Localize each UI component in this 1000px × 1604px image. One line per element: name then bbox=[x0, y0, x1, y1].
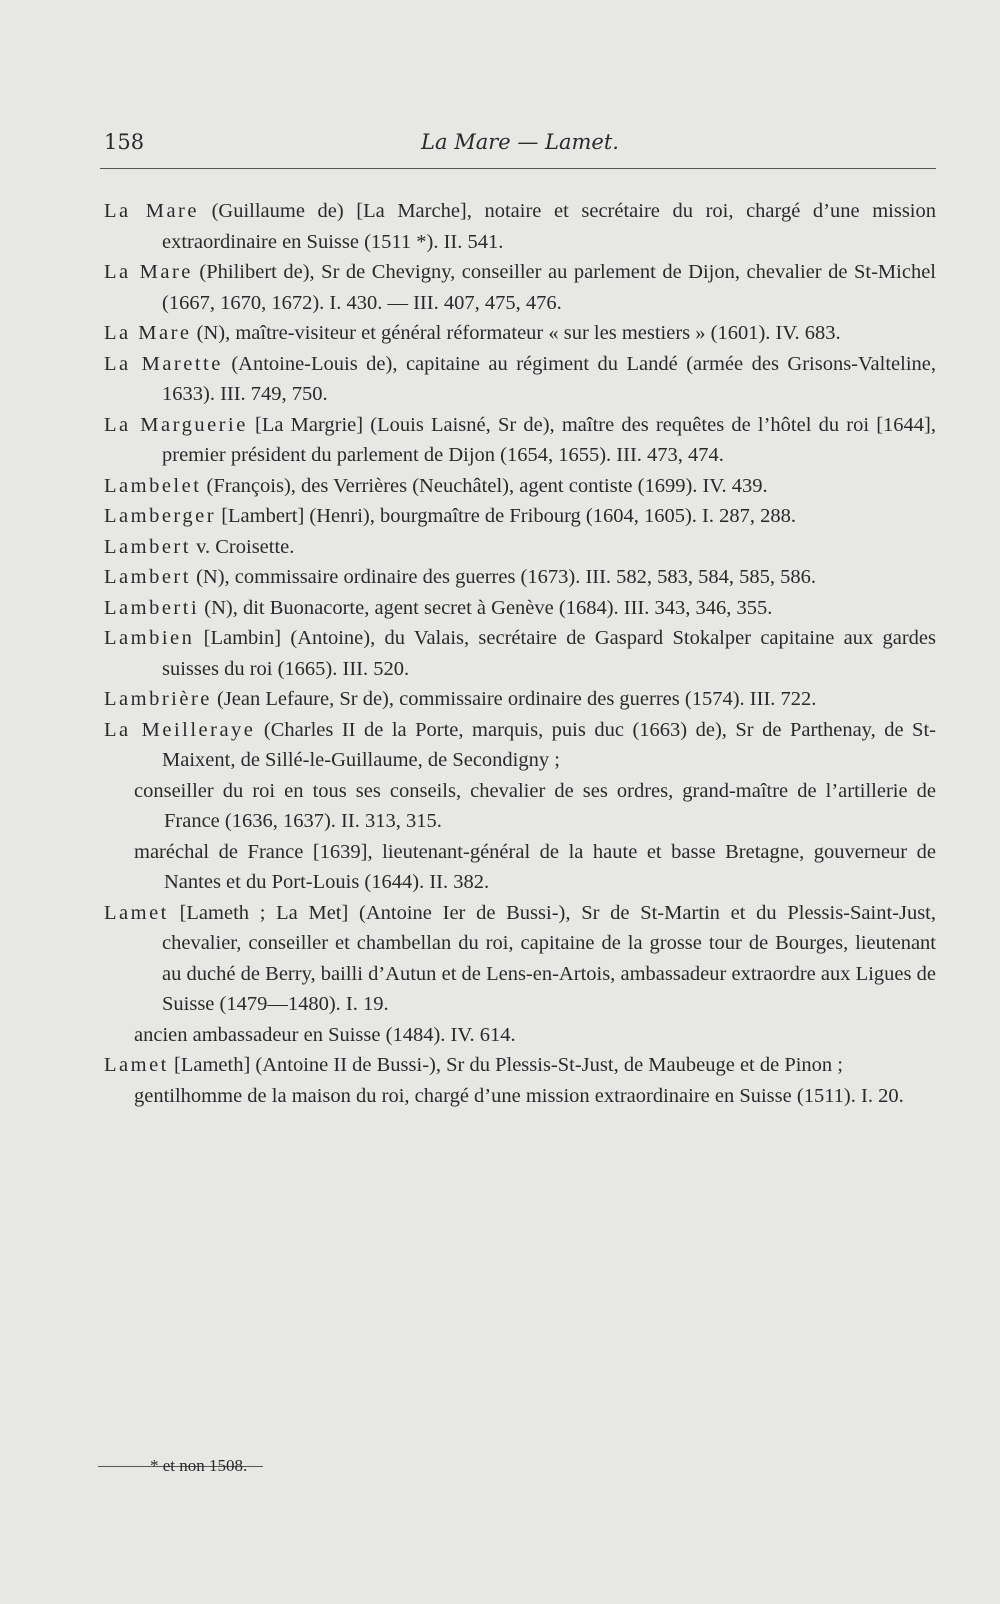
index-entry bbox=[104, 532, 936, 563]
entry-name: La Marguerie bbox=[104, 413, 248, 436]
entry-text: conseiller du roi en tous ses conseils, chevalier de ses ordres, grand-maître de l’artillerie de France (1636, 1637). II. 313, 315. bbox=[134, 779, 936, 832]
entry-text: (N), maître-visiteur et général réformateur « sur les mestiers » (1601). IV. 683. bbox=[191, 322, 841, 344]
index-entry bbox=[104, 196, 936, 257]
running-title: La Mare — Lamet. bbox=[421, 130, 619, 154]
entry-text: ancien ambassadeur en Suisse (1484). IV. 614. bbox=[134, 1023, 516, 1046]
entry-name: Lamet bbox=[104, 1054, 169, 1076]
index-entry bbox=[104, 257, 936, 318]
entry-text: (Antoine-Louis de), capitaine au régiment du Landé (armée des Grisons-Valteline, 1633). III. 749, 750. bbox=[162, 352, 936, 405]
entry-name: La Meilleraye bbox=[104, 718, 256, 741]
entry-text: v. Croisette. bbox=[190, 535, 295, 558]
index-entry bbox=[104, 684, 936, 715]
index-entry bbox=[104, 349, 936, 410]
entry-text: (Philibert de), Sr de Chevigny, conseiller au parlement de Dijon, chevalier de St-Michel (1667, 1670, 1672). I. 430. — III. 407, 475, 476. bbox=[162, 261, 936, 314]
entry-text: (Jean Lefaure, Sr de), commissaire ordinaire des guerres (1574). III. 722. bbox=[211, 688, 817, 710]
index-entry bbox=[104, 471, 936, 502]
page-number: 158 bbox=[104, 130, 145, 154]
entry-text: (Charles II de la Porte, marquis, puis duc (1663) de), Sr de Parthenay, de St-Maixent, de Sillé-le-Guillaume, de Secondigny ; bbox=[162, 718, 936, 771]
entry-name: Lamet bbox=[104, 901, 169, 924]
entry-text: (Guillaume de) [La Marche], notaire et secrétaire du roi, chargé d’une mission extraordinaire en Suisse (1511 *). II. 541. bbox=[162, 200, 936, 253]
entry-name: La Mare bbox=[104, 322, 192, 344]
index-entry bbox=[104, 898, 936, 1020]
entry-name: Lamberger bbox=[104, 505, 217, 527]
entry-text: (N), commissaire ordinaire des guerres (1673). III. 582, 583, 584, 585, 586. bbox=[190, 566, 817, 588]
entry-name: Lambert bbox=[104, 566, 191, 588]
entry-name: Lambien bbox=[104, 627, 195, 649]
entry-subparagraph bbox=[104, 837, 936, 898]
index-entry bbox=[104, 501, 936, 532]
entry-name: La Marette bbox=[104, 352, 223, 375]
entry-subparagraph bbox=[104, 1020, 936, 1051]
entry-text: [Lameth ; La Met] (Antoine Ier de Bussi-), Sr de St-Martin et du Plessis-Saint-Just, chevalier, conseiller et chambellan du roi, capitaine de la grosse tour de Bourges, lieutenant au duché de Berry, bailli d’Autun et de Lens-en-Artois, ambassadeur extraordre aux Ligues de Suisse (1479—1480). I. 19. bbox=[162, 901, 936, 1015]
index-entry bbox=[104, 562, 936, 593]
entry-text: [Lameth] (Antoine II de Bussi-), Sr du Plessis-St-Just, de Maubeuge et de Pinon ; bbox=[168, 1054, 844, 1076]
entry-text: [Lambin] (Antoine), du Valais, secrétaire de Gaspard Stokalper capitaine aux gardes suisses du roi (1665). III. 520. bbox=[162, 627, 936, 680]
page-header bbox=[104, 130, 936, 160]
index-entry bbox=[104, 318, 936, 349]
index-entries bbox=[104, 196, 936, 1111]
entry-text: gentilhomme de la maison du roi, chargé d’une mission extraordinaire en Suisse (1511). I. 20. bbox=[134, 1084, 904, 1107]
entry-name: La Mare bbox=[104, 261, 193, 283]
entry-subparagraph bbox=[104, 1081, 936, 1112]
entry-text: maréchal de France [1639], lieutenant-général de la haute et basse Bretagne, gouverneur de Nantes et du Port-Louis (1644). II. 382. bbox=[134, 840, 936, 893]
index-entry bbox=[104, 623, 936, 684]
footnote: * et non 1508. bbox=[150, 1456, 248, 1475]
entry-name: Lambelet bbox=[104, 474, 202, 497]
entry-name: Lamberti bbox=[104, 596, 200, 619]
index-entry bbox=[104, 593, 936, 624]
entry-name: Lambert bbox=[104, 535, 191, 558]
index-entry bbox=[104, 715, 936, 776]
index-entry bbox=[104, 410, 936, 471]
index-entry bbox=[104, 1050, 936, 1081]
entry-text: [Lambert] (Henri), bourgmaître de Fribourg (1604, 1605). I. 287, 288. bbox=[216, 505, 797, 527]
entry-name: Lambrière bbox=[104, 688, 212, 710]
entry-text: (N), dit Buonacorte, agent secret à Genève (1684). III. 343, 346, 355. bbox=[199, 596, 773, 619]
entry-text: (François), des Verrières (Neuchâtel), agent contiste (1699). IV. 439. bbox=[201, 474, 768, 497]
entry-text: [La Margrie] (Louis Laisné, Sr de), maître des requêtes de l’hôtel du roi [1644], premier président du parlement de Dijon (1654, 1655). III. 473, 474. bbox=[162, 413, 936, 466]
header-rule bbox=[100, 168, 936, 169]
entry-name: La Mare bbox=[104, 200, 199, 222]
entry-subparagraph bbox=[104, 776, 936, 837]
